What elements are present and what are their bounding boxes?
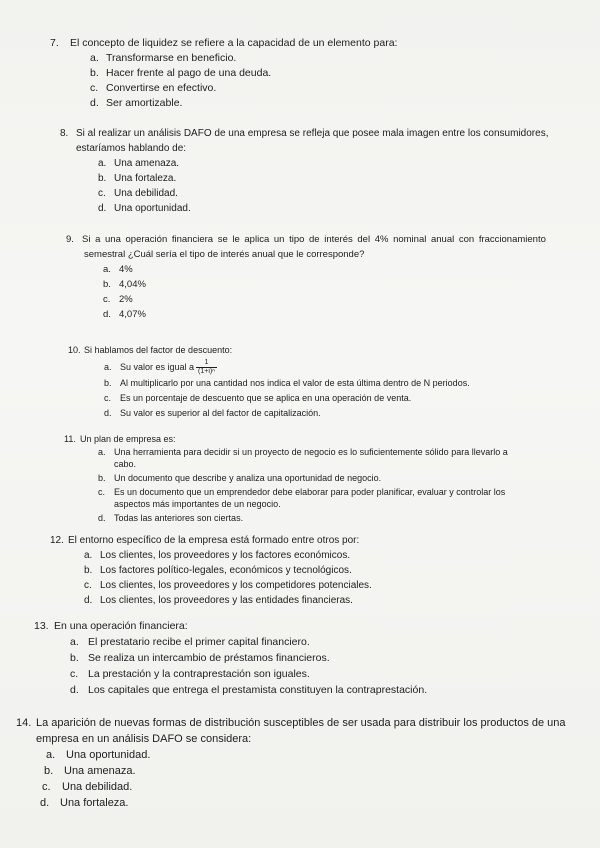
option-b	[90, 66, 397, 81]
option-a	[103, 262, 546, 277]
option-c	[103, 292, 546, 307]
question-stem	[60, 126, 548, 141]
question-number: 8.	[60, 128, 69, 139]
option-letter: b.	[70, 652, 79, 664]
question-text: Si hablamos del factor de descuento:	[84, 345, 233, 355]
option-text: Es un porcentaje de descuento que se aplica en una operación de venta.	[120, 393, 412, 404]
option-text: Los clientes, los proveedores y los factores económicos.	[100, 550, 351, 561]
option-d	[98, 201, 548, 216]
option-text: Su valor es igual a	[120, 362, 195, 372]
question-14	[16, 715, 566, 811]
option-a	[90, 51, 397, 66]
question-stem-continued: semestral ¿Cuál sería el tipo de interés anual que le corresponde?	[84, 249, 365, 260]
option-text: Una herramienta para decidir si un proyecto de negocio es lo suficientemente sólido para llevarlo a	[114, 447, 508, 457]
option-letter: b.	[98, 173, 107, 184]
option-text: Convertirse en efectivo.	[106, 82, 217, 94]
option-c	[98, 186, 548, 201]
question-text: Si al realizar un análisis DAFO de una empresa se refleja que posee mala imagen entre los consumidores,	[76, 128, 549, 139]
option-letter: d.	[103, 309, 111, 320]
option-text: Una debilidad.	[62, 781, 133, 793]
option-text: Una amenaza.	[114, 158, 180, 169]
question-13	[34, 618, 427, 698]
option-letter: c.	[98, 487, 106, 497]
option-letter: b.	[98, 473, 106, 483]
option-text: 4,04%	[119, 279, 146, 290]
question-8	[60, 126, 548, 216]
option-a	[104, 358, 470, 376]
option-letter: d.	[104, 408, 112, 419]
option-c	[90, 81, 397, 96]
discount-factor-formula	[196, 359, 217, 376]
option-letter: b.	[44, 765, 54, 777]
option-letter: d.	[70, 684, 79, 696]
option-letter: d.	[90, 97, 99, 109]
option-text: 4,07%	[119, 309, 146, 320]
question-12	[50, 533, 372, 608]
option-letter: a.	[84, 550, 93, 561]
option-letter: c.	[90, 82, 99, 94]
option-text: Una fortaleza.	[60, 797, 129, 809]
option-text: Se realiza un intercambio de préstamos financieros.	[88, 652, 330, 664]
option-text: El prestatario recibe el primer capital financiero.	[88, 636, 310, 648]
option-letter: c.	[104, 393, 112, 404]
option-text: Todas las anteriores son ciertas.	[114, 513, 244, 523]
question-text: En una operación financiera:	[54, 620, 188, 632]
option-c	[70, 666, 427, 682]
question-7	[50, 36, 397, 111]
option-text: Una amenaza.	[64, 765, 136, 777]
option-a	[70, 634, 427, 650]
question-text: La aparición de nuevas formas de distribución susceptibles de ser usada para distribuir los productos de una	[36, 717, 566, 729]
option-letter: b.	[84, 565, 93, 576]
question-number: 10.	[68, 345, 81, 355]
option-a	[98, 156, 548, 171]
option-letter: d.	[40, 797, 50, 809]
question-number: 12.	[50, 535, 64, 546]
question-number: 14.	[16, 717, 32, 729]
option-text: Una debilidad.	[114, 188, 178, 199]
question-number: 9.	[66, 234, 74, 245]
option-letter: b.	[104, 378, 112, 389]
option-text: Ser amortizable.	[106, 97, 183, 109]
option-text: Un documento que describe y analiza una oportunidad de negocio.	[114, 473, 382, 483]
option-text: Los clientes, los proveedores y las entidades financieras.	[100, 595, 353, 606]
option-text: 4%	[119, 264, 133, 275]
question-stem	[16, 715, 566, 731]
option-text: Una oportunidad.	[66, 749, 151, 761]
question-9	[66, 232, 546, 322]
option-a	[84, 548, 372, 563]
option-d	[84, 593, 372, 608]
question-stem	[50, 533, 372, 548]
option-text: La prestación y la contraprestación son iguales.	[88, 668, 310, 680]
option-b	[84, 563, 372, 578]
option-b	[70, 650, 427, 666]
option-b	[44, 763, 566, 779]
option-d	[90, 96, 397, 111]
option-b	[103, 277, 546, 292]
option-text: Es un documento que un emprendedor debe elaborar para poder planificar, evaluar y controlar los	[114, 487, 506, 497]
question-number: 13.	[34, 620, 49, 632]
option-c	[104, 391, 470, 406]
question-11	[64, 432, 508, 524]
option-text: Los factores político-legales, económicos y tecnológicos.	[100, 565, 352, 576]
question-stem	[68, 343, 470, 358]
question-text: Un plan de empresa es:	[80, 434, 176, 444]
option-c-continued: aspectos más importantes de un negocio.	[114, 499, 281, 509]
option-text: Una fortaleza.	[114, 173, 177, 184]
option-letter: d.	[98, 513, 106, 523]
question-stem	[50, 36, 397, 51]
question-stem	[64, 432, 508, 446]
question-stem-continued: estaríamos hablando de:	[76, 143, 187, 154]
option-letter: a.	[103, 264, 111, 275]
option-a-continued: cabo.	[114, 459, 137, 469]
option-letter: b.	[90, 67, 99, 79]
option-d	[104, 406, 470, 421]
option-text: Al multiplicarlo por una cantidad nos indica el valor de esta última dentro de N periodos.	[120, 378, 470, 389]
option-c	[84, 578, 372, 593]
question-text: El concepto de liquidez se refiere a la capacidad de un elemento para:	[70, 37, 398, 49]
option-text: 2%	[119, 294, 133, 305]
option-d	[70, 682, 427, 698]
formula-denominator: (1+i)ⁿ	[198, 368, 215, 376]
option-text: Hacer frente al pago de una deuda.	[106, 67, 272, 79]
option-letter: a.	[104, 362, 112, 372]
option-letter: d.	[98, 203, 107, 214]
option-text: Los capitales que entrega el prestamista constituyen la contraprestación.	[88, 684, 428, 696]
option-b	[104, 376, 470, 391]
question-10	[68, 343, 470, 421]
option-letter: c.	[103, 294, 111, 305]
option-letter: a.	[98, 447, 106, 457]
option-d	[103, 307, 546, 322]
question-number: 7.	[50, 37, 59, 49]
option-text: Los clientes, los proveedores y los competidores potenciales.	[100, 580, 372, 591]
option-c	[98, 486, 508, 498]
option-letter: a.	[98, 158, 107, 169]
option-text: Transformarse en beneficio.	[106, 52, 237, 64]
question-stem	[66, 232, 546, 247]
formula-numerator: 1	[196, 359, 217, 368]
option-d	[98, 512, 508, 524]
option-c	[42, 779, 566, 795]
option-letter: c.	[42, 781, 51, 793]
option-text: Una oportunidad.	[114, 203, 191, 214]
question-text: Si a una operación financiera se le aplica un tipo de interés del 4% nominal anual con fraccionamiento	[82, 234, 546, 245]
option-letter: c.	[98, 188, 106, 199]
option-b	[98, 171, 548, 186]
option-a	[98, 446, 508, 458]
option-letter: c.	[84, 580, 92, 591]
option-letter: d.	[84, 595, 93, 606]
option-letter: a.	[70, 636, 79, 648]
option-letter: c.	[70, 668, 79, 680]
question-stem-continued: empresa en un análisis DAFO se considera:	[36, 733, 252, 745]
option-letter: a.	[46, 749, 56, 761]
option-text: Su valor es superior al del factor de capitalización.	[120, 408, 321, 419]
question-text: El entorno específico de la empresa está formado entre otros por:	[68, 535, 360, 546]
option-letter: a.	[90, 52, 99, 64]
option-a	[46, 747, 566, 763]
option-b	[98, 472, 508, 484]
option-letter: b.	[103, 279, 111, 290]
option-d	[40, 795, 566, 811]
question-number: 11.	[64, 434, 76, 444]
question-stem	[34, 618, 427, 634]
